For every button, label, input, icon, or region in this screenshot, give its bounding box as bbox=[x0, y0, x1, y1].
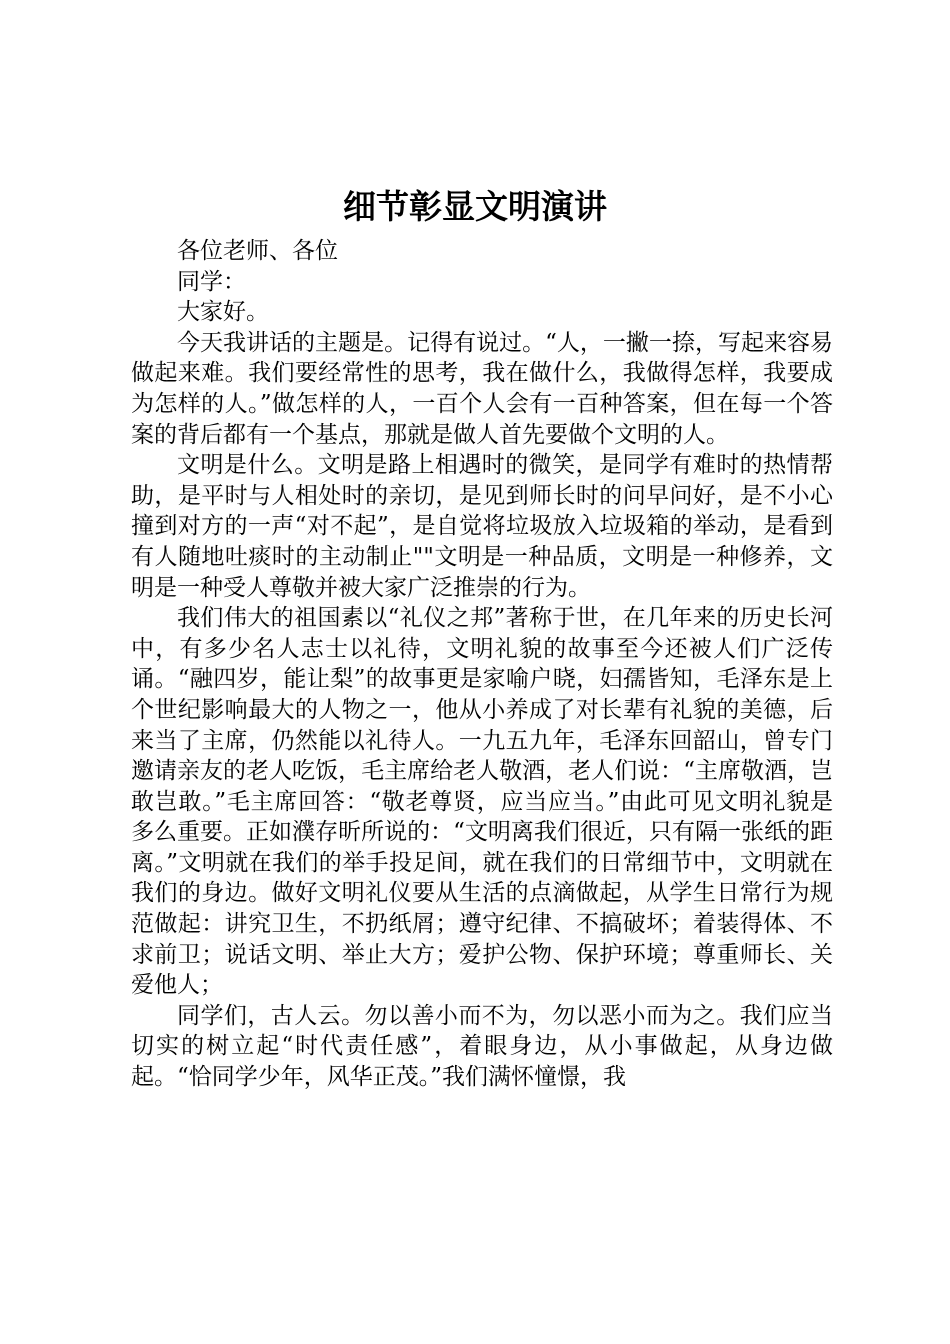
paragraph: 同学们，古人云。勿以善小而不为，勿以恶小而为之。我们应当切实的树立起“时代责任感”，着眼身边，从小事做起，从身边做起。“恰同学少年，风华正茂。”我们满怀憧憬，我 bbox=[131, 1002, 833, 1091]
salutation-line-2: 同学： bbox=[177, 268, 246, 295]
paragraph: 今天我讲话的主题是。记得有说过。“人，一撇一捺，写起来容易做起来难。我们要经常性的思考，我在做什么，我做得怎样，我要成为怎样的人。”做怎样的人，一百个人会有一百种答案，但在每一个答案的背后都有一个基点，那就是做人首先要做个文明的人。 bbox=[131, 329, 833, 448]
salutation-line-1: 各位老师、各位 bbox=[177, 238, 338, 264]
paragraph: 文明是什么。文明是路上相遇时的微笑，是同学有难时的热情帮助，是平时与人相处时的亲切，是见到师长时的问早问好，是不小心撞到对方的一声“对不起”，是自觉将垃圾放入垃圾箱的举动，是看到有人随地吐痰时的主动制止""文明是一种品质，文明是一种修养，文明是一种受人尊敬并被大家广泛推崇的行为。 bbox=[131, 452, 833, 601]
greeting-line: 大家好。 bbox=[177, 299, 269, 326]
paragraph: 我们伟大的祖国素以“礼仪之邦”著称于世，在几年来的历史长河中，有多少名人志士以礼待，文明礼貌的故事至今还被人们广泛传诵。“融四岁，能让梨”的故事更是家喻户晓，妇孺皆知，毛泽东是上个世纪影响最大的人物之一，他从小养成了对长辈有礼貌的美德，后来当了主席，仍然能以礼待人。一九五九年，毛泽东回韶山，曾专门邀请亲友的老人吃饭，毛主席给老人敬酒，老人们说：“主席敬酒，岂敢岂敢。”毛主席回答：“敬老尊贤，应当应当。”由此可见文明礼貌是多么重要。正如濮存昕所说的：“文明离我们很近，只有隔一张纸的距离。”文明就在我们的举手投足间，就在我们的日常细节中，文明就在我们的身边。做好文明礼仪要从生活的点滴做起，从学生日常行为规范做起：讲究卫生，不扔纸屑；遵守纪律、不搞破坏；着装得体、不求前卫；说话文明、举止大方；爱护公物、保护环境；尊重师长、关爱他人； bbox=[131, 605, 833, 999]
document-body bbox=[131, 236, 833, 1093]
document-title: 细节彰显文明演讲 bbox=[343, 187, 607, 226]
